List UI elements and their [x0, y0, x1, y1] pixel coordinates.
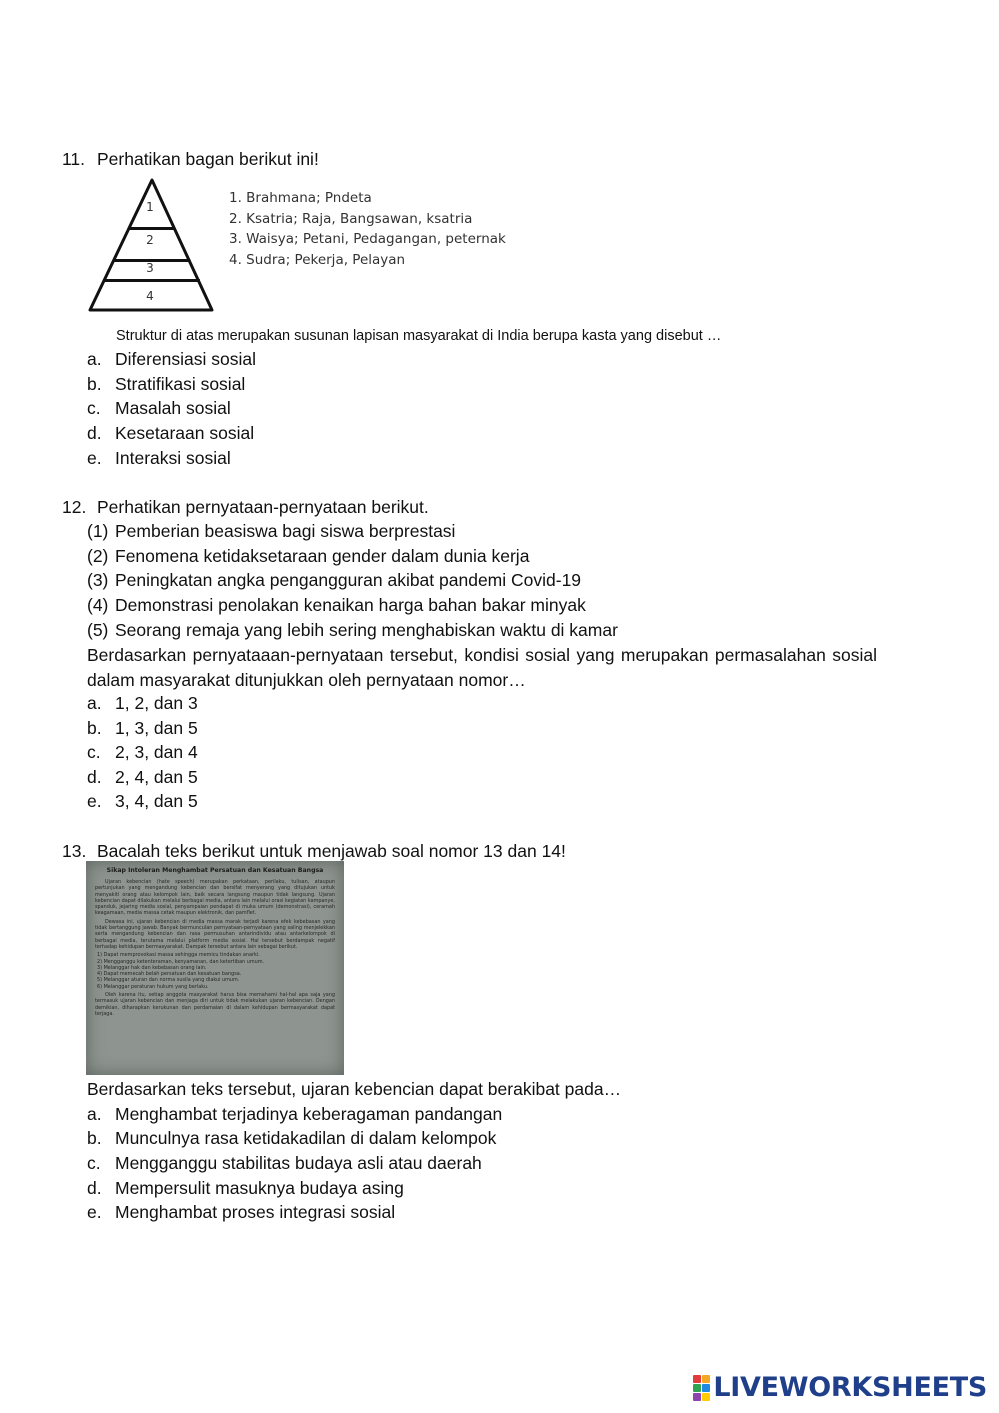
scan-paragraph: Dewasa ini, ujaran kebencian di media massa marak terjadi karena efek kebebasan yang tidak bertanggung jawab. Banyak bermunculan pernyataan-pernyataan yang saling menjelekkan serta mengandung kebencian dan rasa permusuhan antarindividu atau antarkelompok di berbagai media, terutama melalui platform media sosial. Hal tersebut berdampak negatif terhadap kehidupan bermasyarakat. Dampak tersebut antara lain sebagai berikut. — [95, 918, 335, 950]
option-marker: a. — [87, 693, 102, 713]
liveworksheets-logo[interactable] — [693, 1372, 987, 1403]
logo-square — [702, 1393, 710, 1401]
option-marker: d. — [87, 423, 102, 443]
option-text: 1, 3, dan 5 — [115, 718, 198, 738]
option-text: 3, 4, dan 5 — [115, 791, 198, 811]
question-12-stem: Berdasarkan pernyataaan-pernyataan tersebut, kondisi sosial yang merupakan permasalahan sosial dalam masyarakat ditunjukkan oleh pernyataan nomor… — [87, 645, 877, 690]
scan-list-item: 6) Melanggar peraturan hukum yang berlaku. — [97, 983, 209, 990]
answer-option-d[interactable] — [87, 1177, 404, 1199]
scan-list-item: 1) Dapat memprovokasi massa sehingga memicu tindakan anarki. — [97, 952, 260, 959]
scan-paragraph: Oleh karena itu, setiap anggota masyarakat harus bisa memahami hal-hal apa saja yang termasuk ujaran kebencian dan menjaga diri untuk tidak melakukan ujaran kebencian. Dengan demikian, diharapkan kerukunan dan perdamaian di dalam kehidupan bermasyarakat dapat terjaga. — [95, 992, 335, 1017]
scan-list-item: 5) Melanggar aturan dan norma susila yang diakui umum. — [97, 977, 240, 984]
logo-square — [702, 1375, 710, 1383]
pyramid-level-label: 4 — [146, 289, 154, 303]
legend-item: 1. Brahmana; Pndeta — [229, 190, 372, 206]
option-marker: c. — [87, 742, 101, 762]
statement-item — [87, 619, 618, 641]
option-text: Interaksi sosial — [115, 448, 231, 468]
statement-text: Fenomena ketidaksetaraan gender dalam dunia kerja — [115, 546, 530, 566]
answer-option-b[interactable] — [87, 717, 198, 739]
answer-option-e[interactable] — [87, 790, 198, 812]
option-text: Mengganggu stabilitas budaya asli atau daerah — [115, 1153, 482, 1173]
option-text: 2, 3, dan 4 — [115, 742, 198, 762]
option-text: Menghambat terjadinya keberagaman pandangan — [115, 1104, 503, 1124]
option-text: Kesetaraan sosial — [115, 423, 255, 443]
question-13-stem: Berdasarkan teks tersebut, ujaran kebencian dapat berakibat pada… — [87, 1079, 622, 1099]
legend-item: 4. Sudra; Pekerja, Pelayan — [229, 251, 406, 268]
option-text: Munculnya rasa ketidakadilan di dalam kelompok — [115, 1128, 497, 1148]
statement-marker: (5) — [87, 620, 109, 640]
option-marker: e. — [87, 448, 102, 468]
option-marker: b. — [87, 374, 102, 394]
pyramid-level-label: 2 — [146, 233, 154, 247]
statement-marker: (1) — [87, 521, 109, 541]
option-marker: d. — [87, 1178, 102, 1198]
question-prompt: Bacalah teks berikut untuk menjawab soal nomor 13 dan 14! — [97, 841, 566, 861]
legend-item: 3. Waisya; Petani, Pedagangan, peternak — [229, 231, 506, 247]
brand-logo-icon — [693, 1375, 710, 1401]
legend-item: 2. Ksatria; Raja, Bangsawan, ksatria — [229, 210, 473, 227]
pyramid-level-label: 1 — [146, 200, 154, 214]
scan-list-item: 2) Mengganggu ketenteraman, kenyamanan, dan ketertiban umum. — [97, 958, 265, 965]
brand-name: LIVEWORKSHEETS — [713, 1372, 987, 1403]
answer-option-c[interactable] — [87, 1152, 482, 1174]
option-marker: b. — [87, 718, 102, 738]
option-text: Menghambat proses integrasi sosial — [115, 1202, 396, 1222]
question-13-heading — [62, 840, 566, 862]
statement-item — [87, 594, 586, 616]
logo-square — [702, 1384, 710, 1392]
option-marker: d. — [87, 767, 102, 787]
statement-item — [87, 520, 455, 542]
statement-text: Demonstrasi penolakan kenaikan harga bahan bakar minyak — [115, 595, 586, 615]
scan-body — [95, 879, 335, 1019]
option-marker: a. — [87, 1104, 102, 1124]
answer-option-b[interactable] — [87, 373, 245, 395]
answer-option-a[interactable] — [87, 692, 198, 714]
option-marker: c. — [87, 398, 101, 418]
pyramid-legend — [229, 188, 506, 270]
option-marker: e. — [87, 1202, 102, 1222]
logo-square — [693, 1375, 701, 1383]
answer-option-c[interactable] — [87, 397, 231, 419]
statement-marker: (4) — [87, 595, 109, 615]
scan-paragraph: Ujaran kebencian (hate speech) merupakan perkataan, perilaku, tulisan, ataupun pertunjukan yang mengandung kebencian dan bersifat menyerang yang ditujukan untuk menyakiti orang atau kelompok lain, baik secara langsung maupun tidak langsung. Ujaran kebencian dapat dilakukan melalui berbagai media, antara lain melalui orasi kegiatan kampanye, spanduk, jejaring media sosial, penyampaian pendapat di muka umum (demonstrasi), ceramah keagamaan, media massa cetak maupun elektronik, dan pamflet. — [95, 879, 335, 917]
statement-marker: (3) — [87, 570, 109, 590]
option-text: 2, 4, dan 5 — [115, 767, 198, 787]
option-text: 1, 2, dan 3 — [115, 693, 198, 713]
question-number: 13. — [62, 841, 87, 861]
answer-option-b[interactable] — [87, 1127, 496, 1149]
option-text: Mempersulit masuknya budaya asing — [115, 1178, 404, 1198]
question-prompt: Perhatikan pernyataan-pernyataan berikut. — [97, 497, 429, 517]
scan-title: Sikap Intoleran Menghambat Persatuan dan Kesatuan Bangsa — [106, 867, 324, 874]
logo-square — [693, 1384, 701, 1392]
question-11-heading — [62, 148, 319, 170]
statement-text: Pemberian beasiswa bagi siswa berprestasi — [115, 521, 456, 541]
option-text: Stratifikasi sosial — [115, 374, 246, 394]
option-marker: c. — [87, 1153, 101, 1173]
answer-option-d[interactable] — [87, 766, 198, 788]
scan-list-item: 3) Melanggar hak dan kebebasan orang lain. — [97, 964, 207, 971]
statement-item — [87, 569, 581, 591]
statement-text: Peningkatan angka pengangguran akibat pandemi Covid-19 — [115, 570, 582, 590]
scanned-text-image — [86, 861, 344, 1075]
caste-pyramid-diagram — [86, 178, 216, 313]
answer-option-a[interactable] — [87, 348, 256, 370]
answer-option-c[interactable] — [87, 741, 198, 763]
scan-list-item: 4) Dapat memecah belah persatuan dan kesatuan bangsa. — [97, 971, 242, 978]
option-text: Masalah sosial — [115, 398, 231, 418]
question-number: 12. — [62, 497, 87, 517]
statement-item — [87, 545, 529, 567]
statement-text: Seorang remaja yang lebih sering menghabiskan waktu di kamar — [115, 620, 618, 640]
question-12-heading — [62, 496, 429, 518]
answer-option-d[interactable] — [87, 422, 254, 444]
statement-marker: (2) — [87, 546, 109, 566]
question-11-stem: Struktur di atas merupakan susunan lapisan masyarakat di India berupa kasta yang disebut … — [116, 328, 722, 344]
option-marker: b. — [87, 1128, 102, 1148]
option-marker: a. — [87, 349, 102, 369]
answer-option-a[interactable] — [87, 1103, 502, 1125]
question-prompt: Perhatikan bagan berikut ini! — [97, 149, 319, 169]
option-text: Diferensiasi sosial — [115, 349, 257, 369]
logo-square — [693, 1393, 701, 1401]
question-number: 11. — [62, 149, 86, 169]
option-marker: e. — [87, 791, 102, 811]
answer-option-e[interactable] — [87, 447, 231, 469]
answer-option-e[interactable] — [87, 1201, 395, 1223]
pyramid-level-label: 3 — [146, 261, 154, 275]
